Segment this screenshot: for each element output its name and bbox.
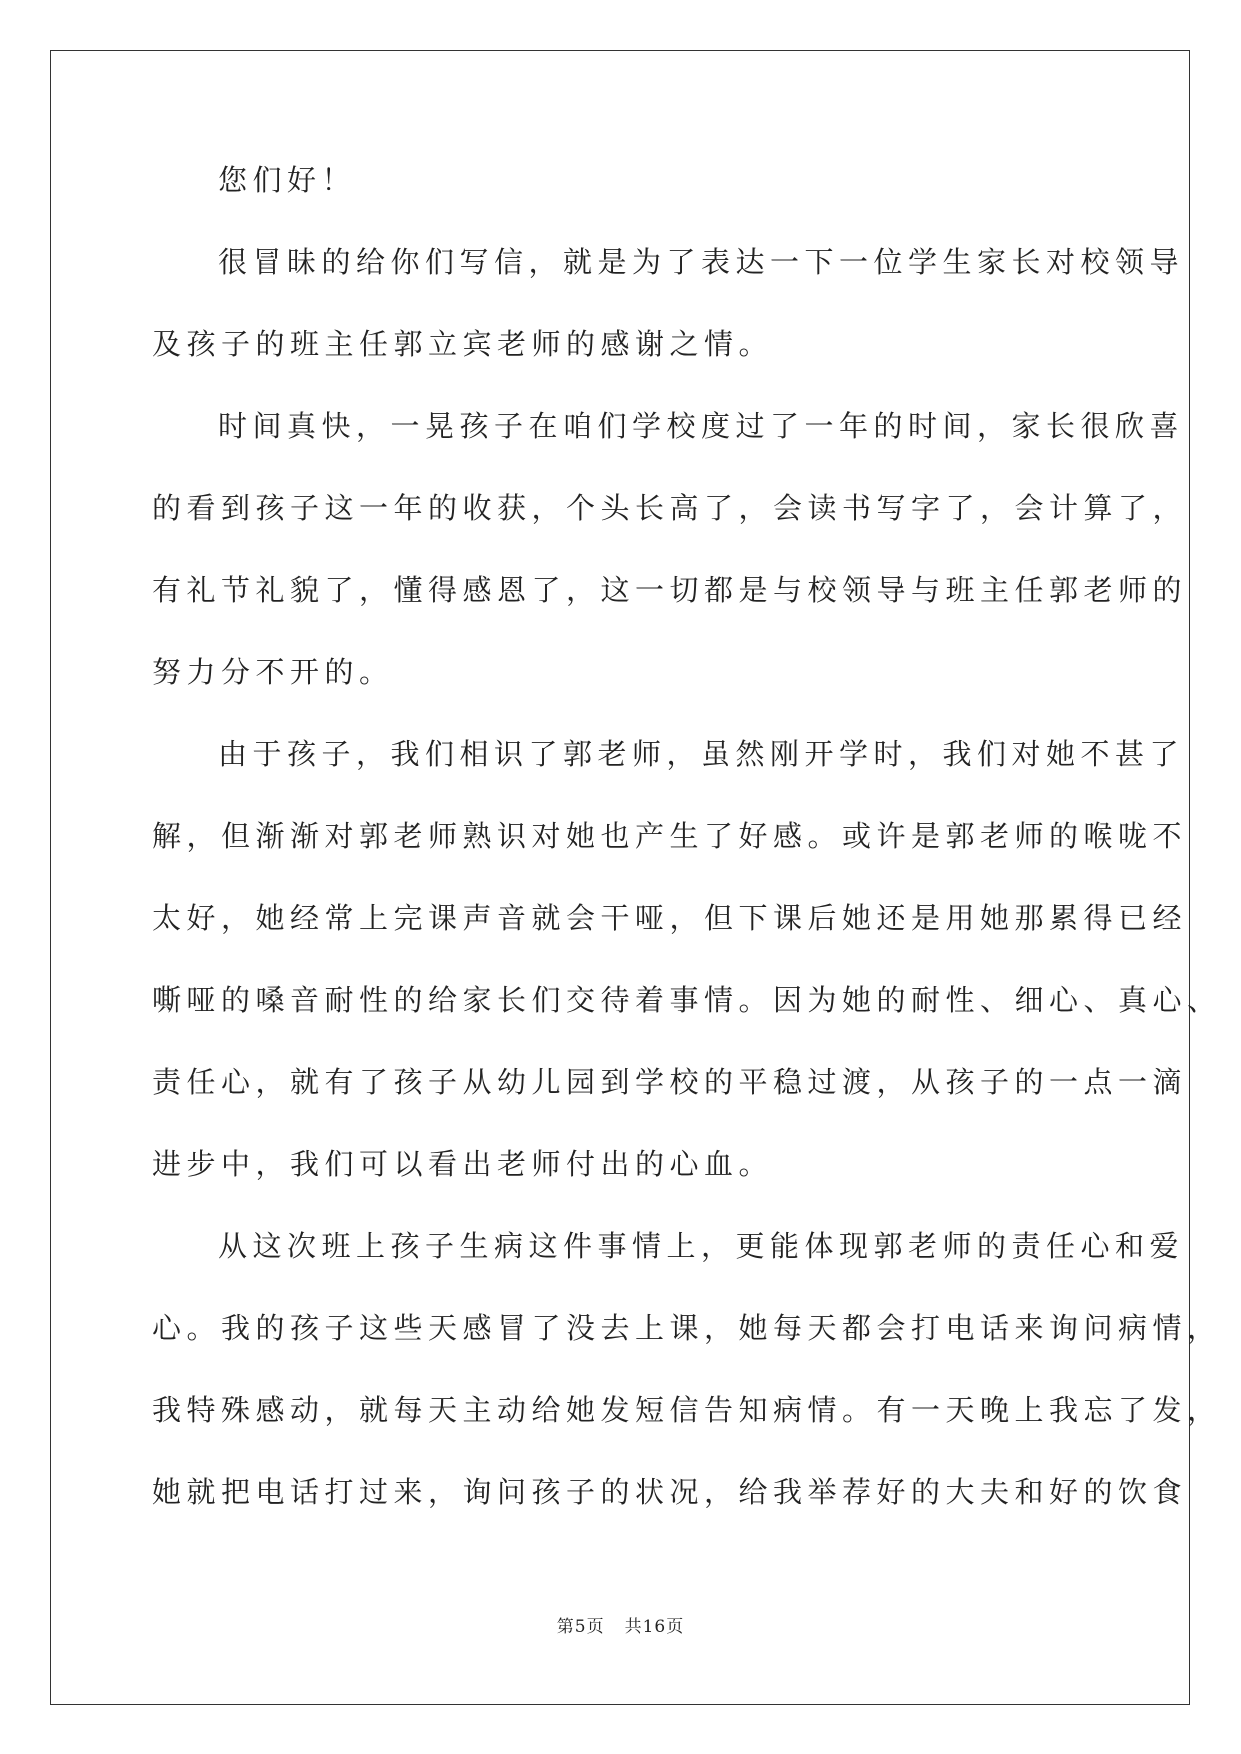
paragraph-line: 太好，她经常上完课声音就会干哑，但下课后她还是用她那累得已经 (152, 901, 1188, 935)
page-footer (0, 1612, 1241, 1637)
paragraph-line: 她就把电话打过来，询问孩子的状况，给我举荐好的大夫和好的饮食 (152, 1475, 1188, 1509)
page-number: 第5页 (556, 1617, 605, 1637)
paragraph-line: 有礼节礼貌了，懂得感恩了，这一切都是与校领导与班主任郭老师的 (152, 573, 1188, 607)
paragraph-line: 时间真快，一晃孩子在咱们学校度过了一年的时间，家长很欣喜 (218, 409, 1185, 443)
paragraph-line: 嘶哑的嗓音耐性的给家长们交待着事情。因为她的耐性、细心、真心、 (152, 983, 1222, 1017)
paragraph-line: 很冒昧的给你们写信，就是为了表达一下一位学生家长对校领导 (218, 245, 1185, 279)
paragraph-line: 解，但渐渐对郭老师熟识对她也产生了好感。或许是郭老师的喉咙不 (152, 819, 1188, 853)
paragraph-line: 从这次班上孩子生病这件事情上，更能体现郭老师的责任心和爱 (218, 1229, 1185, 1263)
letter-body (152, 160, 1222, 1554)
paragraph-line: 努力分不开的。 (152, 655, 394, 689)
paragraph-line: 进步中，我们可以看出老师付出的心血。 (152, 1147, 774, 1181)
paragraph-line: 心。我的孩子这些天感冒了没去上课，她每天都会打电话来询问病情， (152, 1311, 1222, 1345)
paragraph-line: 由于孩子，我们相识了郭老师，虽然刚开学时，我们对她不甚了 (218, 737, 1185, 771)
page-total: 共16页 (624, 1617, 685, 1637)
paragraph-line: 及孩子的班主任郭立宾老师的感谢之情。 (152, 327, 774, 361)
paragraph-line: 责任心，就有了孩子从幼儿园到学校的平稳过渡，从孩子的一点一滴 (152, 1065, 1188, 1099)
greeting-line: 您们好！ (218, 163, 357, 197)
paragraph-line: 我特殊感动，就每天主动给她发短信告知病情。有一天晚上我忘了发， (152, 1393, 1222, 1427)
paragraph-line: 的看到孩子这一年的收获，个头长高了，会读书写字了，会计算了， (152, 491, 1188, 525)
